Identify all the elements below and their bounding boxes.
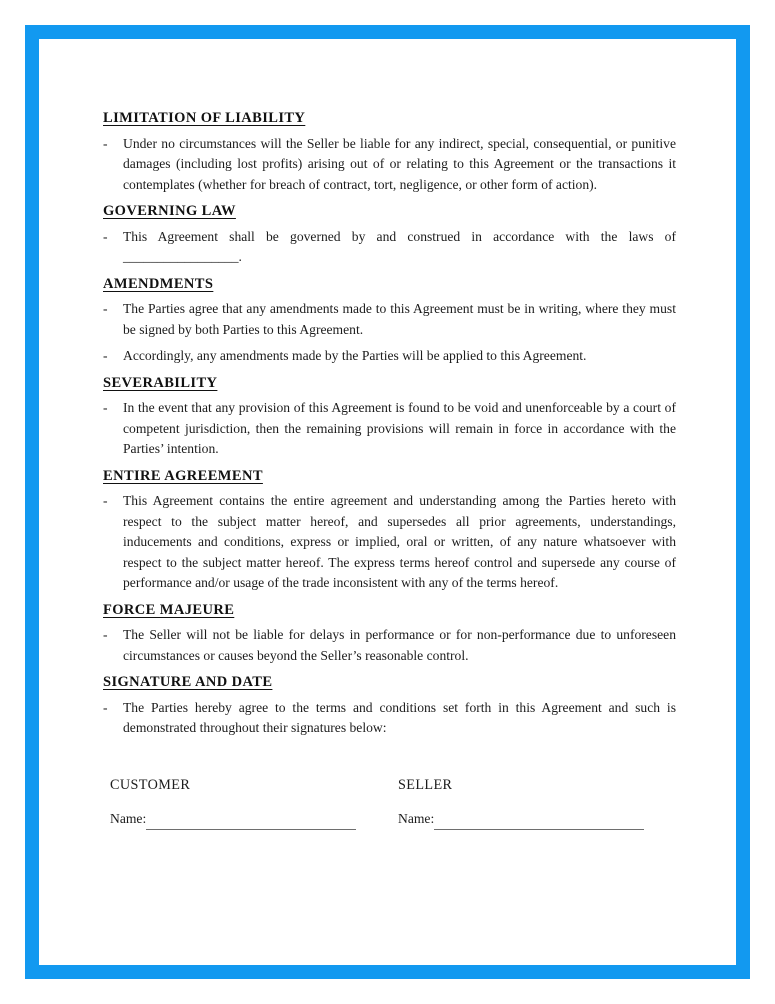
customer-name-line[interactable]	[146, 814, 356, 830]
signature-block	[103, 775, 676, 830]
customer-name-row	[110, 809, 356, 830]
bullet-item	[103, 625, 676, 666]
bullet-marker: -	[103, 228, 108, 244]
section-heading: LIMITATION OF LIABILITY	[103, 110, 306, 126]
bullet-text: In the event that any provision of this Agreement is found to be void and unenforceable by a court of competent jurisdiction, then the remaining provisions will remain in force in accordance with the Parties’ intention.	[123, 400, 676, 456]
agreement-section	[103, 672, 676, 739]
bullet-item	[103, 299, 676, 340]
signature-column-customer	[110, 775, 356, 830]
bullet-item	[103, 491, 676, 594]
agreement-section	[103, 373, 676, 460]
bullet-marker: -	[103, 493, 108, 508]
bullet-marker: -	[103, 400, 108, 415]
bullet-text: Accordingly, any amendments made by the Parties will be applied to this Agreement.	[123, 348, 587, 363]
bullet-marker: -	[103, 699, 108, 715]
section-heading: FORCE MAJEURE	[103, 601, 235, 618]
bullet-item	[103, 134, 676, 196]
bullet-marker: -	[103, 301, 108, 316]
page-border	[25, 25, 750, 979]
agreement-section	[103, 600, 676, 667]
customer-name-label: Name:	[110, 811, 147, 826]
bullet-item	[103, 398, 676, 460]
agreement-section	[103, 274, 676, 367]
section-heading: ENTIRE AGREEMENT	[103, 467, 263, 484]
bullet-item	[103, 346, 676, 367]
document-page	[39, 39, 736, 965]
signature-role-customer: CUSTOMER	[110, 776, 191, 793]
bullet-text: The Parties hereby agree to the terms and conditions set forth in this Agreement and such is demonstrated throughout their signatures below:	[123, 699, 676, 735]
bullet-text: Under no circumstances will the Seller be liable for any indirect, special, consequential, or punitive damages (including lost profits) arising out of or relating to this Agreement or the transactions it contemplates (whether for breach of contract, tort, negligence, or other form of action).	[123, 135, 676, 192]
signature-role-seller: SELLER	[398, 776, 453, 793]
bullet-marker: -	[103, 135, 108, 151]
agreement-section	[103, 466, 676, 594]
bullet-item	[103, 698, 676, 739]
bullet-marker: -	[103, 348, 108, 363]
seller-name-label: Name:	[398, 811, 435, 826]
seller-name-row	[398, 809, 644, 830]
seller-name-line[interactable]	[434, 814, 644, 830]
bullet-text: This Agreement contains the entire agreement and understanding among the Parties hereto with respect to the subject matter hereof, and supersedes all prior agreements, understandings, inducements and conditions, express or implied, oral or written, of any nature whatsoever with respect to the subject matter hereof. The express terms hereof control and supersede any course of performance and/or usage of the trade inconsistent with any of the terms hereof.	[123, 493, 676, 590]
bullet-item	[103, 227, 676, 268]
section-heading: AMENDMENTS	[103, 275, 214, 292]
bullet-marker: -	[103, 627, 108, 642]
bullet-text: This Agreement shall be governed by and construed in accordance with the laws of _________________.	[123, 228, 676, 264]
document-sections	[103, 108, 676, 739]
bullet-text: The Seller will not be liable for delays in performance or for non-performance due to unforeseen circumstances or causes beyond the Seller’s reasonable control.	[123, 627, 676, 663]
bullet-text: The Parties agree that any amendments made to this Agreement must be in writing, where they must be signed by both Parties to this Agreement.	[123, 301, 676, 337]
signature-column-seller	[398, 775, 644, 830]
section-heading: GOVERNING LAW	[103, 203, 236, 219]
section-heading: SEVERABILITY	[103, 374, 218, 391]
section-heading: SIGNATURE AND DATE	[103, 674, 273, 690]
agreement-section	[103, 108, 676, 195]
agreement-section	[103, 201, 676, 268]
